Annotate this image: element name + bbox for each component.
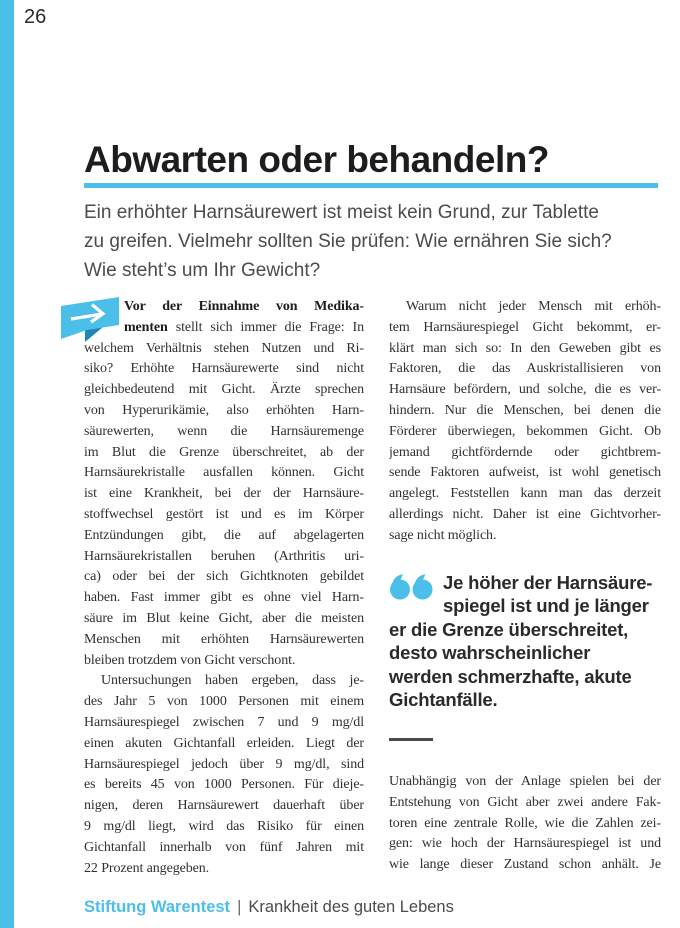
text-line: ca) oder bei der sich Gichtknoten gebildet: [84, 569, 364, 585]
text-line: es bereits 45 von 1000 Personen. Für dieje-: [84, 777, 364, 793]
text-line: Entzündungen gibt, die auf abgelagerten: [84, 527, 364, 543]
quote-divider-rule: [389, 738, 433, 741]
text-line: toren eine zentrale Rolle, wie die Zahlen zei-: [389, 815, 661, 831]
right-text-column-bottom: [389, 772, 661, 876]
quote-line: Gichtanfälle.: [389, 688, 498, 710]
text-line: im Blut die Grenze überschreitet, ab der: [84, 444, 364, 460]
text-line: 22 Prozent angegeben.: [84, 860, 210, 876]
left-text-column: [84, 297, 364, 879]
pull-quote: [389, 571, 661, 711]
quote-icon: [389, 574, 435, 600]
text-line: tem Harnsäurespiegel Gicht bekommt, er-: [389, 319, 661, 335]
text-line: sage nicht möglich.: [389, 527, 497, 543]
right-text-column-top: [389, 297, 661, 547]
text-line: einen akuten Gichtanfall erleiden. Liegt der: [84, 735, 364, 751]
text-line: 9 mg/dl liegt, wird das Risiko für einen: [84, 818, 364, 834]
title-underline: [84, 183, 658, 188]
quote-line: Je höher der Harnsäure-: [443, 572, 653, 593]
page-title: Abwarten oder behandeln?: [84, 139, 549, 180]
text-line: jemand gichtfördernde oder gichtbrem-: [389, 444, 661, 460]
text-line: Faktoren, die das Auskristallisieren von: [389, 361, 661, 377]
text-line: welchem Verhältnis stehen Nutzen und Ri-: [84, 340, 364, 356]
text-line: Warum nicht jeder Mensch mit erhöh-: [406, 299, 661, 314]
quote-line: spiegel ist und je länger: [443, 595, 649, 617]
text-line: Harnsäurekristalle ausfallen können. Gicht: [84, 465, 364, 481]
text-line: angelegt. Feststellen kann man das derzeit: [389, 486, 661, 502]
quote-line: desto wahrscheinlicher: [389, 642, 591, 664]
publisher-name: Stiftung Warentest: [84, 898, 231, 916]
text-line: Förderer überwiegen, bekommen Gicht. Ob: [389, 423, 661, 439]
quote-line: er die Grenze überschreitet,: [389, 618, 629, 640]
intro-line: Wie steht’s um Ihr Gewicht?: [84, 260, 321, 281]
text-line: gen: wie hoch der Harnsäurespiegel ist und: [389, 836, 661, 852]
text-line: stoffwechsel gestört ist und es im Körper: [84, 506, 364, 522]
text-line: Menschen mit erhöhten Harnsäurewerten: [84, 631, 364, 647]
text-line: wie lange dieser Zustand schon anhält. Je: [389, 857, 661, 873]
text-line: menten stellt sich immer die Frage: In: [124, 319, 364, 335]
text-line: nigen, deren Harnsäurewert dauerhaft über: [84, 798, 364, 814]
text-line: säurewerten, wenn die Harnsäuremenge: [84, 423, 364, 439]
footer-separator: |: [237, 898, 242, 916]
text-line: von Hyperurikämie, also erhöhten Harn-: [84, 402, 364, 418]
text-line: des Jahr 5 von 1000 Personen mit einem: [84, 694, 364, 710]
text-line: Harnsäurespiegel jedoch über 9 mg/dl, sind: [84, 756, 364, 772]
text-line: säure im Blut keine Gicht, aber die meisten: [84, 610, 364, 626]
intro-line: Ein erhöhter Harnsäurewert ist meist kein Grund, zur Tablette: [84, 202, 599, 223]
text-line: Vor der Einnahme von Medika-: [124, 299, 364, 314]
text-line: bleiben trotzdem von Gicht verschont.: [84, 652, 296, 668]
text-line: Harnsäurespiegel zwischen 7 und 9 mg/dl: [84, 714, 364, 730]
text-line: Unabhängig von der Anlage spielen bei der: [389, 774, 661, 789]
text-line: haben. Fast immer gibt es ohne viel Harn-: [84, 590, 364, 606]
text-line: hindern. Nur die Menschen, bei denen die: [389, 402, 661, 418]
page-number: 26: [24, 6, 47, 28]
intro-line: zu greifen. Vielmehr sollten Sie prüfen: Wie ernähren Sie sich?: [84, 231, 612, 252]
book-title: Krankheit des guten Lebens: [248, 898, 454, 916]
text-line: allerdings nicht. Daher ist eine Gichtvorher-: [389, 506, 661, 522]
page-footer: [84, 898, 454, 917]
text-line: Untersuchungen haben ergeben, dass je-: [101, 673, 364, 689]
text-line: Harnsäure befördern, und solche, die es ver-: [389, 382, 661, 398]
text-line: siko? Erhöhte Harnsäurewerte sind nicht: [84, 361, 364, 377]
text-line: gleichbedeutend mit Gicht. Ärzte sprechen: [84, 382, 364, 398]
left-accent-bar: [0, 0, 14, 928]
text-line: sende Faktoren aufweist, ist wohl genetisch: [389, 465, 661, 481]
text-line: ist eine Krankheit, bei der der Harnsäure-: [84, 486, 364, 502]
text-line: Harnsäurekristallen beruhen (Arthritis uri-: [84, 548, 364, 564]
quote-line: werden schmerzhafte, akute: [389, 665, 632, 687]
text-line: Entstehung von Gicht aber zwei andere Fak-: [389, 794, 661, 810]
intro-paragraph: [84, 198, 676, 285]
text-line: klärt man sich so: In den Geweben gibt es: [389, 340, 661, 356]
text-line: Gichtanfall innerhalb von fünf Jahren mit: [84, 839, 364, 855]
